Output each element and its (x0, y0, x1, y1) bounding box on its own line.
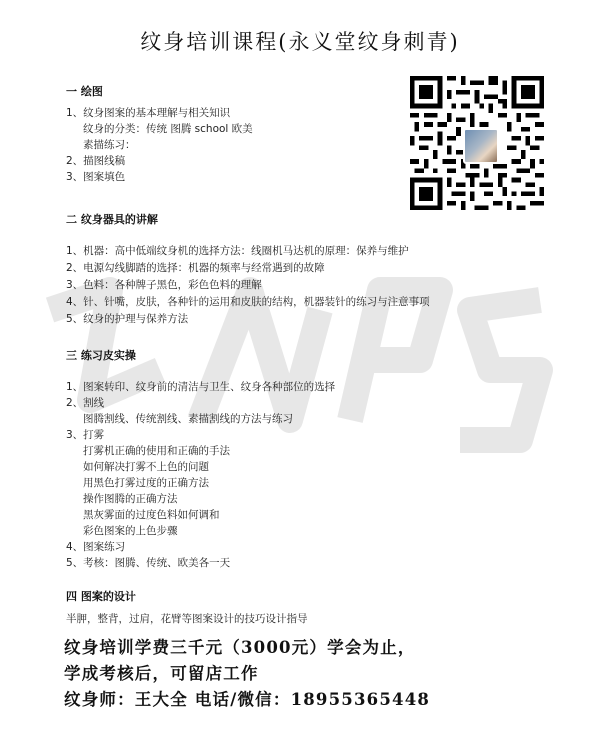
list-item: 操作图腾的正确方法 (83, 493, 178, 505)
list-item: 2、割线 (66, 397, 105, 409)
list-item: 1、机器：高中低端纹身机的选择方法：线圈机马达机的原理：保养与维护 (66, 245, 409, 257)
list-item: 2、电源勾线脚踏的选择：机器的频率与经常遇到的故障 (66, 262, 325, 274)
list-item: 1、纹身图案的基本理解与相关知识 (66, 107, 231, 119)
list-item: 4、针、针嘴，皮肤，各种针的运用和皮肤的结构，机器装针的练习与注意事项 (66, 296, 430, 308)
list-item: 5、考核：图腾、传统、欧美各一天 (66, 557, 231, 569)
list-item: 3、打雾 (66, 429, 105, 441)
list-item: 4、图案练习 (66, 541, 126, 553)
employment-note: 学成考核后，可留店工作 (64, 664, 259, 683)
section-heading-equipment: 二 纹身器具的讲解 (66, 213, 158, 226)
section-heading-design: 四 图案的设计 (66, 590, 136, 603)
list-item: 素描练习： (83, 139, 136, 151)
list-item: 黑灰雾面的过度色料如何调和 (83, 509, 220, 521)
list-item: 用黑色打雾过度的正确方法 (83, 477, 209, 489)
tuition-note: 纹身培训学费三千元（3000元）学会为止， (64, 638, 416, 657)
page-title: 纹身培训课程(永义堂纹身刺青) (140, 30, 460, 54)
list-item: 半胛，整背，过肩，花臂等图案设计的技巧设计指导 (66, 613, 308, 625)
list-item: 3、图案填色 (66, 171, 126, 183)
list-item: 2、描图线稿 (66, 155, 126, 167)
list-item: 3、色料：各种牌子黑色，彩色色料的理解 (66, 279, 262, 291)
list-item: 1、图案转印、纹身前的清洁与卫生、纹身各种部位的选择 (66, 381, 336, 393)
section-heading-practice: 三 练习皮实操 (66, 349, 136, 362)
section-heading-drawing: 一 绘图 (66, 85, 103, 98)
list-item: 纹身的分类：传统 图腾 school 欧美 (83, 123, 253, 135)
list-item: 5、纹身的护理与保养方法 (66, 313, 189, 325)
list-item: 打雾机正确的使用和正确的手法 (83, 445, 230, 457)
contact-info: 纹身师：王大全 电话/微信：18955365448 (64, 690, 431, 709)
list-item: 图腾割线、传统割线、素描割线的方法与练习 (83, 413, 293, 425)
list-item: 彩色图案的上色步骤 (83, 525, 178, 537)
avatar (463, 128, 499, 164)
list-item: 如何解决打雾不上色的问题 (83, 461, 209, 473)
